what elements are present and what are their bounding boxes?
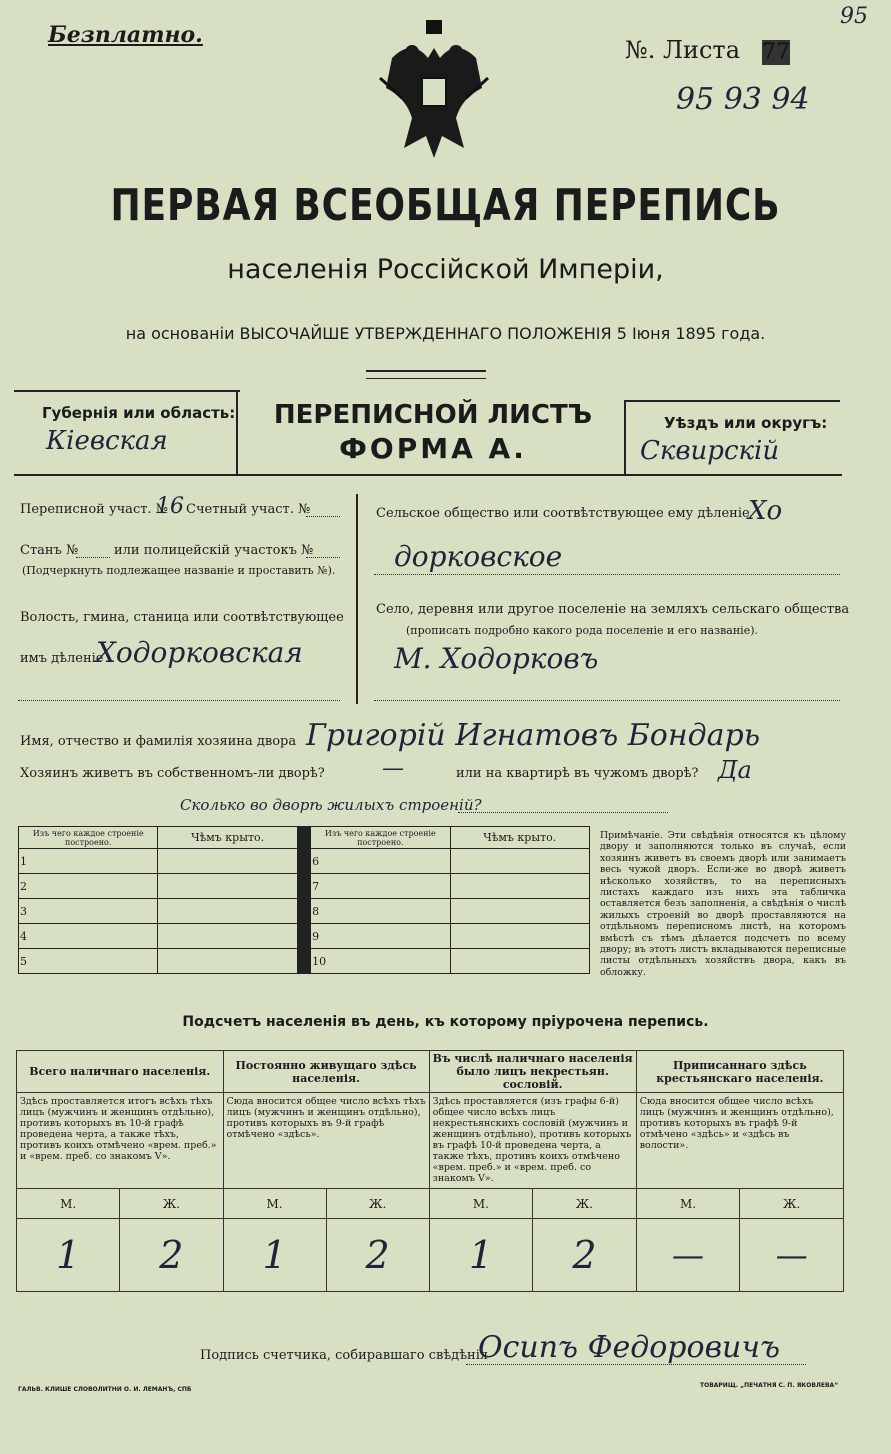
female-label: Ж. <box>120 1189 223 1219</box>
pop-desc: Здѣсь проставляется (изъ графы 6-й) общее число всѣхъ лицъ некрестьянскихъ сословій (мужчинъ и женщинъ отдѣльно), противъ которыхъ въ графѣ 10-й проведена черта, а также тѣхъ, противъ коихъ отмѣчено «врем. преб.» и «врем. преб. со знакомъ V». <box>429 1093 636 1189</box>
male-label: М. <box>429 1189 533 1219</box>
pop-header: Постоянно живущаго здѣсь населенія. <box>223 1051 429 1093</box>
free-label: Безплатно. <box>48 22 203 48</box>
divider <box>466 1364 806 1365</box>
pop-value: 2 <box>326 1219 429 1292</box>
divider <box>14 474 842 476</box>
printer-right: ТОВАРИЩ. „ПЕЧАТНЯ С. П. ЯКОВЛЕВА“ <box>700 1382 839 1389</box>
divider <box>374 574 840 575</box>
pop-desc: Здѣсь проставляется итогъ всѣхъ тѣхъ лицъ (мужчинъ и женщинъ отдѣльно), противъ которыхъ въ 10-й графѣ проведена черта, а также тѣхъ, противъ коихъ отмѣчено «врем. преб.» и «врем. преб. со знакомъ V». <box>17 1093 224 1189</box>
stan-label: Станъ № <box>20 543 79 558</box>
roof-cell <box>158 899 297 924</box>
divider <box>14 390 240 392</box>
row-number: 2 <box>19 874 158 899</box>
village-label: Село, деревня или другое поселеніе на земляхъ сельскаго общества <box>376 602 850 617</box>
roof-cell <box>158 924 297 949</box>
village-value: М. Ходорковъ <box>394 642 599 675</box>
divider <box>624 400 626 476</box>
own-yard-label: Хозяинъ живетъ въ собственномъ-ли дворѣ? <box>20 766 325 781</box>
divider <box>374 700 840 701</box>
divider <box>356 494 358 704</box>
printer-left: ГАЛЬВ. КЛИШЕ СЛОВОЛИТНИ О. И. ЛЕМАНЪ, СПБ <box>18 1386 192 1393</box>
sheet-number-label: №. Листа <box>625 36 741 64</box>
col-roof-left: Чѣмъ крыто. <box>158 827 297 849</box>
female-label: Ж. <box>740 1189 844 1219</box>
divider <box>18 700 340 701</box>
pop-header: Въ числѣ наличнаго населенія было лицъ некрестьян. сословій. <box>429 1051 636 1093</box>
roof-cell <box>450 849 589 874</box>
row-number: 5 <box>19 949 158 974</box>
pop-header: Приписаннаго здѣсь крестьянскаго населенія. <box>636 1051 843 1093</box>
pop-value: 2 <box>533 1219 637 1292</box>
signature-label: Подпись счетчика, собиравшаго свѣдѣнія <box>200 1348 489 1363</box>
form-label: ФОРМА А. <box>339 432 527 465</box>
roof-cell <box>450 924 589 949</box>
buildings-note: Примѣчаніе. Эти свѣдѣнія относятся къ цѣлому двору и заполняются только въ случаѣ, если хозяинъ живетъ въ своемъ дворѣ или занимаетъ весь чужой дворъ. Если-же во дворѣ живетъ нѣсколько хозяйствъ, то на переписныхъ листахъ каждаго изъ нихъ эта табличка оставляется безъ заполненія, а свѣдѣнія о числѣ жилыхъ строеній во дворѣ проставляются на отдѣльномъ переписномъ листѣ, на которомъ вмѣстѣ съ тѣмъ дѣлается подсчетъ по всему двору; въ этотъ листъ вкладываются переписные листы отдѣльныхъ хозяйствъ двора, какъ въ обложку. <box>600 830 846 978</box>
rented-label: или на квартирѣ въ чужомъ дворѣ? <box>456 766 699 781</box>
row-number: 4 <box>19 924 158 949</box>
row-number: 9 <box>311 924 450 949</box>
roof-cell <box>450 949 589 974</box>
pop-desc: Сюда вносится общее число всѣхъ лицъ (мужчинъ и женщинъ отдѣльно), противъ которыхъ въ графѣ 9-й отмѣчено «здѣсь» и «здѣсь въ волости». <box>636 1093 843 1189</box>
pop-value: — <box>636 1219 740 1292</box>
female-label: Ж. <box>326 1189 429 1219</box>
col-material-left: Изъ чего каждое строеніе построено. <box>19 827 158 849</box>
census-section-value: 16 <box>156 494 184 519</box>
page-subtitle: населенія Россійской Имперіи, <box>227 254 664 285</box>
census-section-label: Переписной участ. № <box>20 502 168 517</box>
page-title: ПЕРВАЯ ВСЕОБЩАЯ ПЕРЕПИСЬ <box>110 180 781 231</box>
pop-value: 2 <box>120 1219 223 1292</box>
divider <box>306 557 340 558</box>
roof-cell <box>158 849 297 874</box>
divider <box>306 516 340 517</box>
roof-cell <box>158 949 297 974</box>
own-yard-value: — <box>382 756 404 781</box>
divider <box>236 390 238 476</box>
count-section-label: Счетный участ. № <box>186 502 311 517</box>
population-title: Подсчетъ населенія въ день, къ которому пріурочена перепись. <box>182 1014 709 1030</box>
village-note: (прописать подробно какого рода поселеніе и его названіе). <box>406 624 758 637</box>
male-label: М. <box>636 1189 740 1219</box>
underline-note: (Подчеркнуть подлежащее названіе и проставить №). <box>22 564 336 577</box>
pop-value: — <box>740 1219 844 1292</box>
sheet-title: ПЕРЕПИСНОЙ ЛИСТЪ <box>273 400 593 430</box>
row-number: 3 <box>19 899 158 924</box>
pop-header: Всего наличнаго населенія. <box>17 1051 224 1093</box>
col-roof-right: Чѣмъ крыто. <box>450 827 589 849</box>
district-value: Сквирскій <box>640 436 780 466</box>
volost-label-2: имъ дѣленіе <box>20 651 104 666</box>
volost-value: Ходорковская <box>96 636 303 669</box>
roof-cell <box>158 874 297 899</box>
rented-value: Да <box>718 756 752 784</box>
society-label: Сельское общество или соотвѣтствующее ему дѣленіе <box>376 506 750 521</box>
row-number: 1 <box>19 849 158 874</box>
pop-value: 1 <box>17 1219 120 1292</box>
buildings-table <box>18 826 590 974</box>
pop-desc: Сюда вносится общее число всѣхъ тѣхъ лицъ (мужчинъ и женщинъ отдѣльно), противъ которыхъ въ 9-й графѣ отмѣчено «здѣсь». <box>223 1093 429 1189</box>
row-number: 10 <box>311 949 450 974</box>
pop-value: 1 <box>223 1219 326 1292</box>
owner-name-label: Имя, отчество и фамилія хозяина двора <box>20 734 297 749</box>
population-table <box>16 1050 844 1292</box>
district-label: Уѣздъ или округъ: <box>664 414 828 432</box>
male-label: М. <box>17 1189 120 1219</box>
ornament-divider <box>366 370 486 379</box>
roof-cell <box>450 899 589 924</box>
sheet-number-struck: 77 <box>762 40 790 65</box>
owner-name-value: Григорій Игнатовъ Бондарь <box>306 718 761 753</box>
divider <box>624 400 840 402</box>
handwritten-sheet-numbers: 95 93 94 <box>676 82 810 117</box>
province-label: Губернія или область: <box>42 404 236 422</box>
divider <box>458 812 668 813</box>
female-label: Ж. <box>533 1189 637 1219</box>
signature-value: Осипъ Федоровичъ <box>478 1330 781 1365</box>
corner-mark: 95 <box>840 4 868 29</box>
province-value: Кіевская <box>46 426 168 456</box>
table-divider <box>297 827 310 974</box>
male-label: М. <box>223 1189 326 1219</box>
row-number: 8 <box>311 899 450 924</box>
police-label: или полицейскій участокъ № <box>114 543 314 558</box>
society-value-2: дорковское <box>394 540 563 573</box>
row-number: 7 <box>311 874 450 899</box>
pop-value: 1 <box>429 1219 533 1292</box>
volost-label: Волость, гмина, станица или соотвѣтствующее <box>20 610 344 625</box>
roof-cell <box>450 874 589 899</box>
buildings-question: Сколько во дворѣ жилыхъ строеній? <box>180 796 482 814</box>
society-value-1: Хо <box>748 496 783 526</box>
col-material-right: Изъ чего каждое строеніе построено. <box>311 827 450 849</box>
divider <box>76 557 110 558</box>
legal-basis: на основаніи ВЫСОЧАЙШЕ УТВЕРЖДЕННАГО ПОЛОЖЕНІЯ 5 Іюня 1895 года. <box>125 324 766 343</box>
row-number: 6 <box>311 849 450 874</box>
double-headed-eagle-icon <box>372 18 496 168</box>
